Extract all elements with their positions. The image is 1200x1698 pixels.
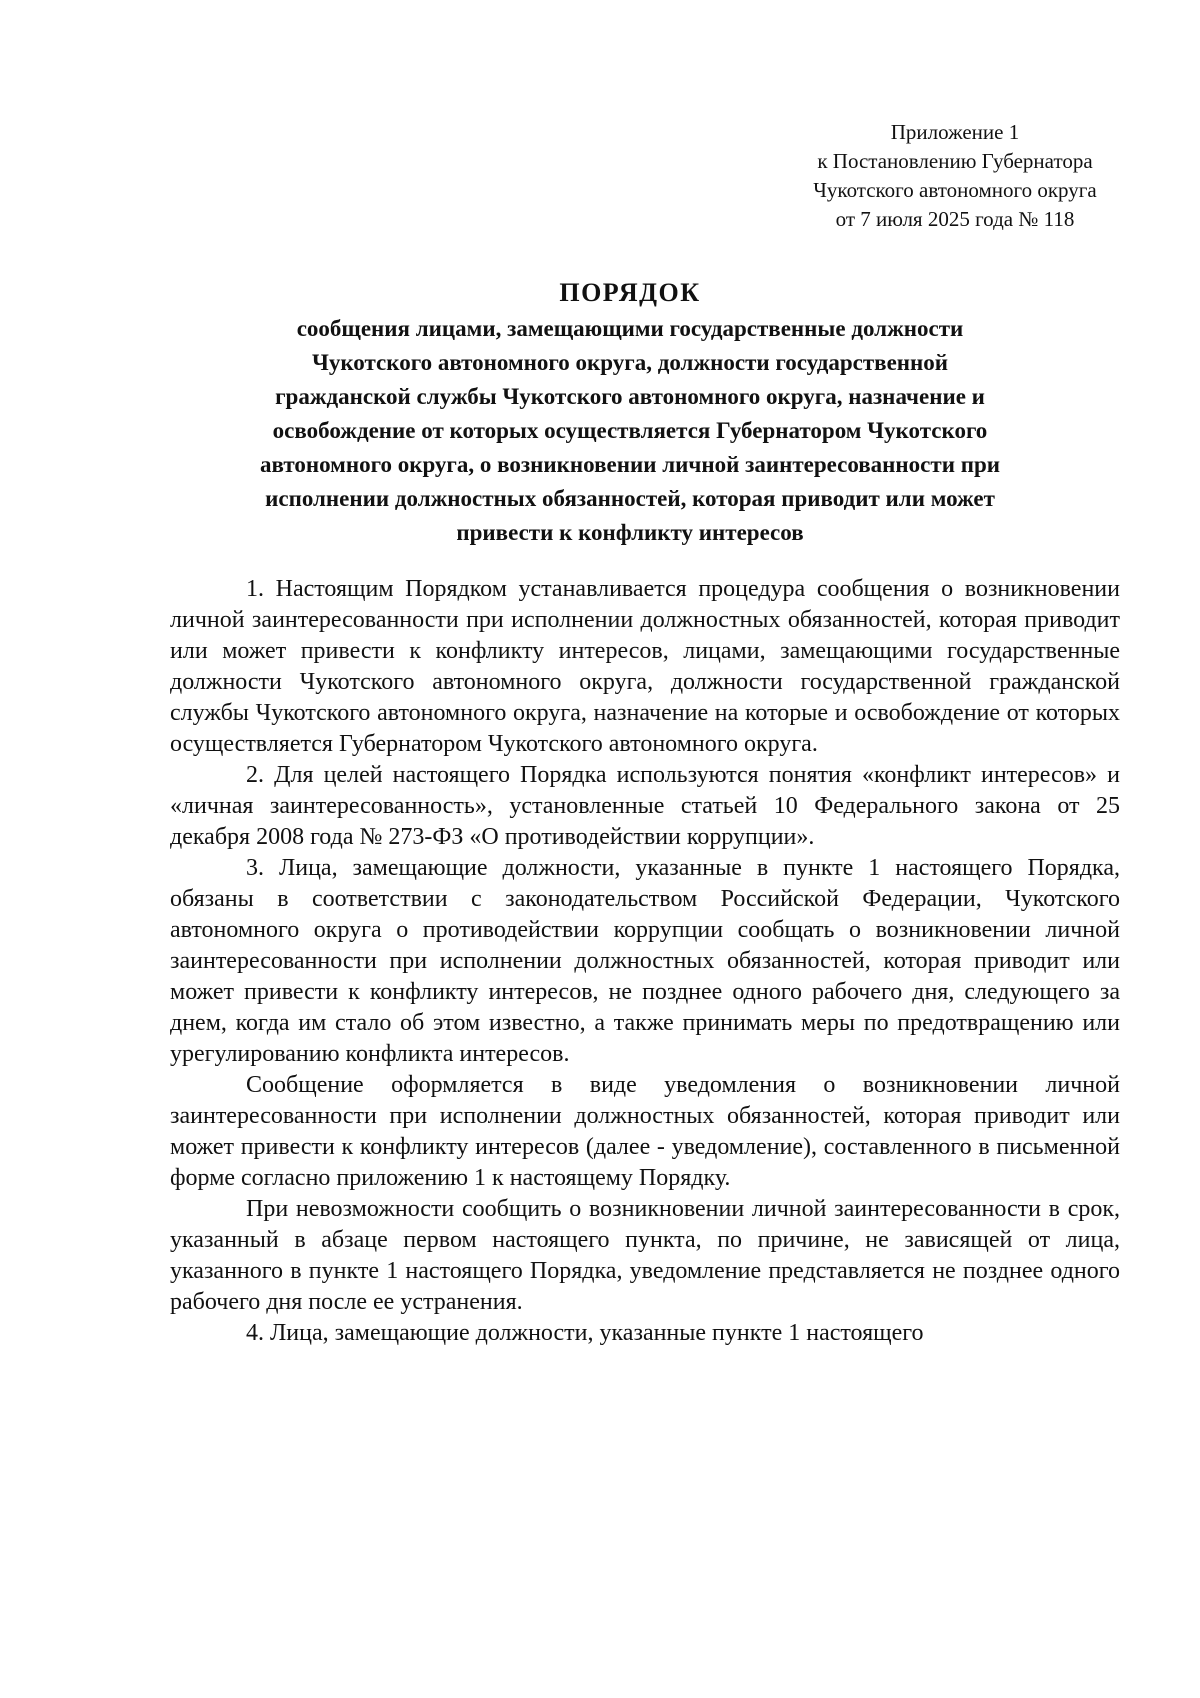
paragraph: 4. Лица, замещающие должности, указанные пункте 1 настоящего bbox=[246, 1320, 924, 1346]
paragraph: 1. Настоящим Порядком устанавливается процедура сообщения о возникновении личной заинтересованности при исполнении должностных обязанностей, которая приводит или может привести к конфликту интересов, лицами, замещающими государственные должности Чукотского автономного округа, должности государственной гражданской службы Чукотского автономного округа, назначение на которые и освобождение от которых осуществляется Губернатором Чукотского автономного округа. bbox=[170, 576, 1120, 757]
paragraph: 2. Для целей настоящего Порядка используются понятия «конфликт интересов» и «личная заинтересованность», установленные статьей 10 Федерального закона от 25 декабря 2008 года № 273-ФЗ «О противодействии коррупции». bbox=[170, 762, 1120, 850]
subtitle-line: освобождение от которых осуществляется Губернатором Чукотского bbox=[272, 418, 988, 443]
paragraph: При невозможности сообщить о возникновении личной заинтересованности в срок, указанный в абзаце первом настоящего пункта, по причине, не зависящей от лица, указанного в пункте 1 настоящего Порядка, уведомление представляется не позднее одного рабочего дня после ее устранения. bbox=[170, 1196, 1120, 1315]
attachment-line: к Постановлению Губернатора bbox=[817, 149, 1093, 173]
subtitle-line: гражданской службы Чукотского автономного округа, назначение и bbox=[275, 384, 985, 409]
attachment-note bbox=[760, 118, 1150, 234]
paragraph: 3. Лица, замещающие должности, указанные в пункте 1 настоящего Порядка, обязаны в соответствии с законодательством Российской Федерации, Чукотского автономного округа о противодействии коррупции сообщать о возникновении личной заинтересованности при исполнении должностных обязанностей, которая приводит или может привести к конфликту интересов, не позднее одного рабочего дня, следующего за днем, когда им стало об этом известно, а также принимать меры по предотвращению или урегулированию конфликта интересов. bbox=[170, 855, 1120, 1067]
attachment-line: от 7 июля 2025 года № 118 bbox=[835, 207, 1075, 231]
paragraph: Сообщение оформляется в виде уведомления о возникновении личной заинтересованности при исполнении должностных обязанностей, которая приводит или может привести к конфликту интересов (далее - уведомление), составленного в письменной форме согласно приложению 1 к настоящему Порядку. bbox=[170, 1072, 1120, 1191]
document-body bbox=[170, 574, 1120, 1349]
subtitle-line: исполнении должностных обязанностей, которая приводит или может bbox=[265, 486, 995, 511]
subtitle-line: автономного округа, о возникновении личной заинтересованности при bbox=[260, 452, 1000, 477]
attachment-line: Чукотского автономного округа bbox=[813, 178, 1097, 202]
document-subtitle bbox=[170, 312, 1090, 550]
document-title: ПОРЯДОК bbox=[559, 278, 701, 307]
attachment-line: Приложение 1 bbox=[890, 120, 1020, 144]
subtitle-line: сообщения лицами, замещающими государственные должности bbox=[296, 316, 964, 341]
subtitle-line: Чукотского автономного округа, должности государственной bbox=[311, 350, 949, 375]
subtitle-line: привести к конфликту интересов bbox=[456, 520, 804, 545]
